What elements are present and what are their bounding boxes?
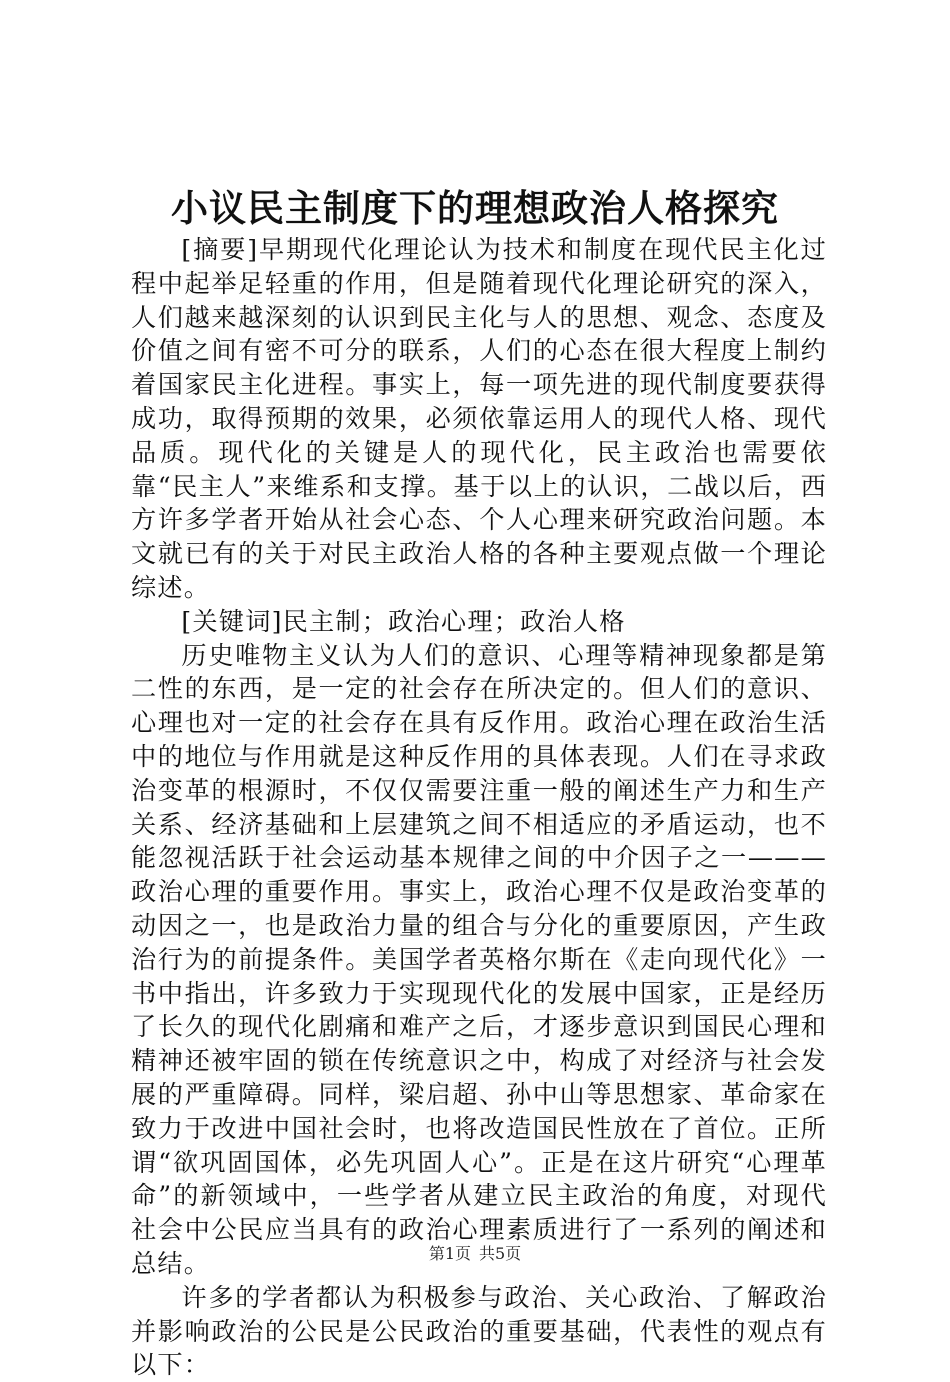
keywords-paragraph: [关键词]民主制；政治心理；政治人格 — [181, 606, 626, 636]
page-footer — [0, 1243, 950, 1265]
document-body — [131, 233, 827, 1382]
document-title: 小议民主制度下的理想政治人格探究 — [171, 186, 779, 230]
abstract-paragraph: [摘要]早期现代化理论认为技术和制度在现代民主化过程中起举足轻重的作用，但是随着现代化理论研究的深入，人们越来越深刻的认识到民主化与人的思想、观念、态度及价值之间有密不可分的联系，人们的心态在很大程度上制约着国家民主化进程。事实上，每一项先进的现代制度要获得成功，取得预期的效果，必须依靠运用人的现代人格、现代品质。现代化的关键是人的现代化，民主政治也需要依靠“民主人”来维系和支撑。基于以上的认识，二战以后，西方许多学者开始从社会心态、个人心理来研究政治问题。本文就已有的关于对民主政治人格的各种主要观点做一个理论综述。 — [131, 235, 827, 602]
body-paragraph: 历史唯物主义认为人们的意识、心理等精神现象都是第二性的东西，是一定的社会存在所决定的。但人们的意识、心理也对一定的社会存在具有反作用。政治心理在政治生活中的地位与作用就是这种反作用的具体表现。人们在寻求政治变革的根源时，不仅仅需要注重一般的阐述生产力和生产关系、经济基础和上层建筑之间不相适应的矛盾运动，也不能忽视活跃于社会运动基本规律之间的中介因子之一———政治心理的重要作用。事实上，政治心理不仅是政治变革的动因之一，也是政治力量的组合与分化的重要原因，产生政治行为的前提条件。美国学者英格尔斯在《走向现代化》一书中指出，许多致力于实现现代化的发展中国家，正是经历了长久的现代化剧痛和难产之后，才逐步意识到国民心理和精神还被牢固的锁在传统意识之中，构成了对经济与社会发展的严重障碍。同样，梁启超、孙中山等思想家、革命家在致力于改进中国社会时，也将改造国民性放在了首位。正所谓“欲巩固国体，必先巩固人心”。正是在这片研究“心理革命”的新领域中，一些学者从建立民主政治的角度，对现代社会中公民应当具有的政治心理素质进行了一系列的阐述和总结。 — [131, 640, 827, 1278]
body-paragraph: 许多的学者都认为积极参与政治、关心政治、了解政治并影响政治的公民是公民政治的重要基础，代表性的观点有以下： — [131, 1282, 827, 1380]
page-number: 第1页 — [428, 1244, 471, 1263]
page-total: 共5页 — [479, 1244, 522, 1263]
